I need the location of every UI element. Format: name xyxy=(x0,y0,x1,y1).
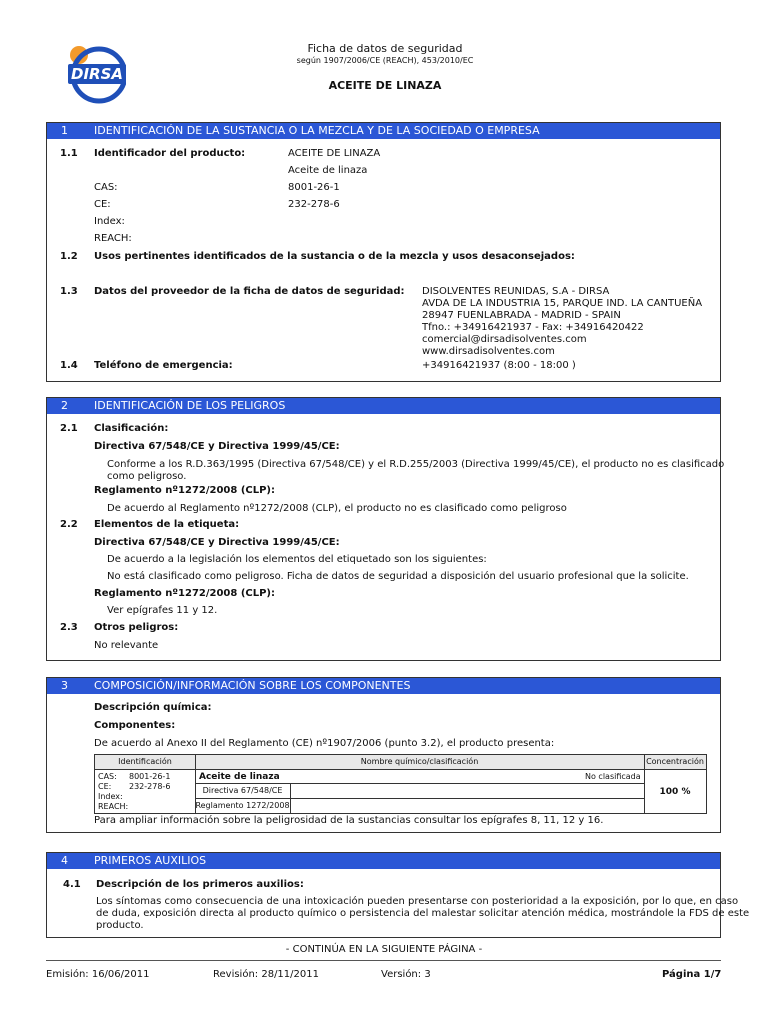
table-divider xyxy=(95,769,706,770)
directive-label: Directiva 67/548/CE y Directiva 1999/45/CE: xyxy=(94,537,340,548)
clp-text: De acuerdo al Reglamento nº1272/2008 (CLP), el producto no es clasificado como peligroso xyxy=(107,503,567,514)
section-number: 4 xyxy=(61,854,68,867)
first-aid-text: de duda, exposición directa al producto químico o persistencia del malestar solicitar atención médica, mostrándole la FDS de este xyxy=(96,908,750,919)
index-label: Index: xyxy=(94,216,125,227)
more-info-text: Para ampliar información sobre la peligrosidad de la sustancias consultar los epígrafes 8, 11, 12 y 16. xyxy=(94,815,604,826)
section-title: PRIMEROS AUXILIOS xyxy=(94,854,207,867)
supplier-line: DISOLVENTES REUNIDAS, S.A - DIRSA xyxy=(422,286,610,297)
classification-label: Clasificación: xyxy=(94,423,169,434)
section-2-header xyxy=(47,398,720,414)
section-1-header xyxy=(47,123,720,139)
section-3-header xyxy=(47,678,720,694)
product-identifier-label: Identificador del producto: xyxy=(94,148,246,159)
directive-text: No está clasificado como peligroso. Ficha de datos de seguridad a disposición del usuario profesional que la solicite. xyxy=(107,571,689,582)
table-divider xyxy=(195,798,644,799)
components-table xyxy=(94,754,707,814)
section-title: IDENTIFICACIÓN DE LA SUSTANCIA O LA MEZCLA Y DE LA SOCIEDAD O EMPRESA xyxy=(94,124,540,137)
chemical-description-label: Descripción química: xyxy=(94,702,212,713)
product-identifier-value: ACEITE DE LINAZA xyxy=(288,148,381,159)
header-concentration: Concentración xyxy=(646,757,704,766)
reach-label: REACH: xyxy=(94,233,132,244)
supplier-line: AVDA DE LA INDUSTRIA 15, PARQUE IND. LA CANTUEÑA xyxy=(422,298,703,309)
supplier-website: www.dirsadisolventes.com xyxy=(422,346,555,357)
section-title: COMPOSICIÓN/INFORMACIÓN SOBRE LOS COMPONENTES xyxy=(94,679,411,692)
table-index-label: Index: xyxy=(98,792,123,801)
regulation-tag: Reglamento 1272/2008 xyxy=(195,801,290,810)
supplier-email: comercial@dirsadisolventes.com xyxy=(422,334,587,345)
clp-text: Ver epígrafes 11 y 12. xyxy=(107,605,218,616)
supplier-label: Datos del proveedor de la ficha de datos de seguridad: xyxy=(94,286,405,297)
label-elements-label: Elementos de la etiqueta: xyxy=(94,519,240,530)
directive-text: De acuerdo a la legislación los elementos del etiquetado son los siguientes: xyxy=(107,554,487,565)
product-common-name: Aceite de linaza xyxy=(288,165,368,176)
component-name: Aceite de linaza xyxy=(199,772,280,782)
subsection-number: 2.2 xyxy=(60,519,78,530)
document-title: Ficha de datos de seguridad xyxy=(307,42,463,55)
components-label: Componentes: xyxy=(94,720,176,731)
emergency-phone-label: Teléfono de emergencia: xyxy=(94,360,233,371)
clp-label: Reglamento nº1272/2008 (CLP): xyxy=(94,485,276,496)
revision-date: Revisión: 28/11/2011 xyxy=(213,969,319,980)
cas-label: CAS: xyxy=(94,182,118,193)
subsection-number: 2.3 xyxy=(60,622,78,633)
table-cas-label: CAS: xyxy=(98,772,117,781)
subsection-number: 1.3 xyxy=(60,286,78,297)
version: Versión: 3 xyxy=(381,969,431,980)
other-hazards-text: No relevante xyxy=(94,640,159,651)
logo-text: DIRSA xyxy=(71,65,123,83)
table-cas-value: 8001-26-1 xyxy=(129,772,171,781)
supplier-line: 28947 FUENLABRADA - MADRID - SPAIN xyxy=(422,310,621,321)
subsection-number: 4.1 xyxy=(63,879,81,890)
directive-label: Directiva 67/548/CE y Directiva 1999/45/CE: xyxy=(94,441,340,452)
table-ce-label: CE: xyxy=(98,782,112,791)
issue-date: Emisión: 16/06/2011 xyxy=(46,969,150,980)
section-number: 1 xyxy=(61,124,68,137)
ce-value: 232-278-6 xyxy=(288,199,340,210)
footer-divider xyxy=(46,960,721,961)
table-ce-value: 232-278-6 xyxy=(129,782,171,791)
first-aid-text: Los síntomas como consecuencia de una intoxicación pueden presentarse con posterioridad a la exposición, por lo que, en caso xyxy=(96,896,739,907)
document-subtitle: según 1907/2006/CE (REACH), 453/2010/EC xyxy=(296,56,474,65)
section-number: 3 xyxy=(61,679,68,692)
table-reach-label: REACH: xyxy=(98,802,129,811)
component-classification: No clasificada xyxy=(585,772,641,781)
section-4-header xyxy=(47,853,720,869)
other-hazards-label: Otros peligros: xyxy=(94,622,179,633)
cas-value: 8001-26-1 xyxy=(288,182,340,193)
supplier-line: Tfno.: +34916421937 - Fax: +34916420422 xyxy=(422,322,644,333)
subsection-number: 2.1 xyxy=(60,423,78,434)
table-divider xyxy=(290,783,291,813)
table-divider xyxy=(195,783,644,784)
subsection-number: 1.2 xyxy=(60,251,78,262)
first-aid-text: producto. xyxy=(96,920,144,931)
emergency-phone-value: +34916421937 (8:00 - 18:00 ) xyxy=(422,360,576,371)
subsection-number: 1.1 xyxy=(60,148,78,159)
subsection-number: 1.4 xyxy=(60,360,78,371)
directive-text: como peligroso. xyxy=(107,471,187,482)
dirsa-logo xyxy=(66,42,126,104)
ce-label: CE: xyxy=(94,199,111,210)
continue-notice: - CONTINÚA EN LA SIGUIENTE PÁGINA - xyxy=(285,944,483,955)
directive-text: Conforme a los R.D.363/1995 (Directiva 67/548/CE) y el R.D.255/2003 (Directiva 1999/45/CE), el producto no es clasificado xyxy=(107,459,725,470)
clp-label: Reglamento nº1272/2008 (CLP): xyxy=(94,588,276,599)
component-concentration: 100 % xyxy=(659,787,691,797)
uses-label: Usos pertinentes identificados de la sustancia o de la mezcla y usos desaconsejados: xyxy=(94,251,575,262)
first-aid-label: Descripción de los primeros auxilios: xyxy=(96,879,304,890)
section-number: 2 xyxy=(61,399,68,412)
components-intro: De acuerdo al Anexo II del Reglamento (CE) nº1907/2006 (punto 3.2), el producto presenta: xyxy=(94,738,555,749)
header-chemical-name: Nombre químico/clasificación xyxy=(360,757,479,766)
directive-tag: Directiva 67/548/CE xyxy=(202,786,283,795)
product-name-title: ACEITE DE LINAZA xyxy=(328,79,442,92)
header-identification: Identificación xyxy=(118,757,172,766)
section-title: IDENTIFICACIÓN DE LOS PELIGROS xyxy=(94,399,286,412)
page-number: Página 1/7 xyxy=(662,969,722,980)
